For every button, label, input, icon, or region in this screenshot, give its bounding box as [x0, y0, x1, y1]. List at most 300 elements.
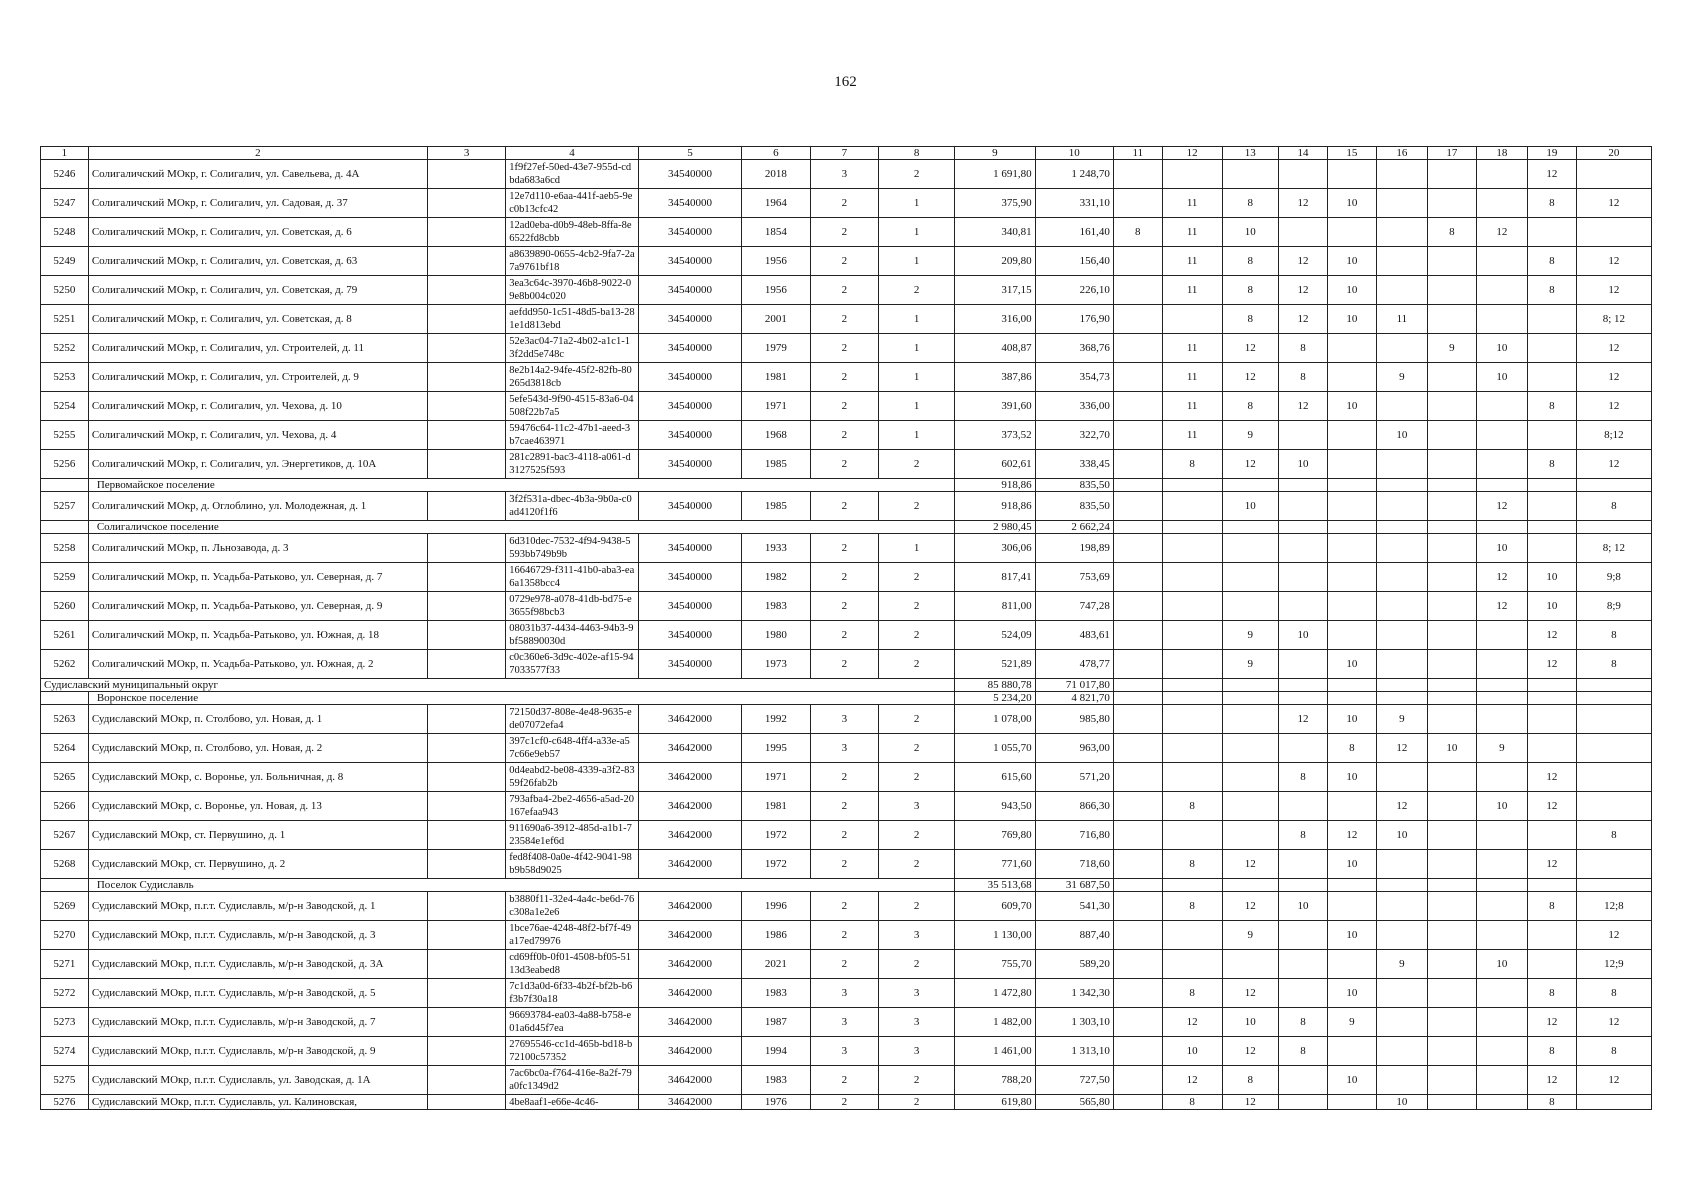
- table-cell: [1113, 821, 1162, 850]
- table-cell: 34540000: [638, 334, 741, 363]
- column-number-cell: 10: [1035, 147, 1113, 160]
- table-cell: [1279, 1066, 1328, 1095]
- table-cell: [1222, 160, 1279, 189]
- table-cell: 8: [1527, 979, 1576, 1008]
- table-cell: 10: [1476, 334, 1527, 363]
- table-cell: [1279, 160, 1328, 189]
- table-cell: 5273: [41, 1008, 89, 1037]
- table-cell: 8: [1222, 392, 1279, 421]
- table-row: [41, 563, 1652, 592]
- table-cell: [1427, 1037, 1476, 1066]
- table-cell: 1: [879, 247, 955, 276]
- table-cell: 5250: [41, 276, 89, 305]
- table-cell: [1576, 763, 1651, 792]
- table-cell: 8: [1527, 1095, 1576, 1110]
- table-cell: [1376, 592, 1427, 621]
- table-cell: 1 482,00: [955, 1008, 1035, 1037]
- table-cell: [1376, 189, 1427, 218]
- table-cell: 2: [810, 492, 878, 521]
- table-cell: [1279, 521, 1328, 534]
- table-cell: 34540000: [638, 621, 741, 650]
- table-cell: [1476, 621, 1527, 650]
- table-cell: 1973: [742, 650, 810, 679]
- table-cell: 1 691,80: [955, 160, 1035, 189]
- table-cell: 887,40: [1035, 921, 1113, 950]
- table-cell: [1162, 621, 1222, 650]
- table-cell: [1427, 160, 1476, 189]
- column-number-cell: 2: [88, 147, 427, 160]
- table-cell: [427, 450, 505, 479]
- table-cell: 12: [1279, 392, 1328, 421]
- table-cell: [1476, 850, 1527, 879]
- table-cell: 1 461,00: [955, 1037, 1035, 1066]
- table-cell: [1162, 521, 1222, 534]
- table-cell: 9;8: [1576, 563, 1651, 592]
- table-cell: [427, 705, 505, 734]
- group-total-cell: 71 017,80: [1035, 679, 1113, 692]
- group-subtotal-row: [41, 679, 1652, 692]
- table-cell: [41, 521, 89, 534]
- table-row: [41, 1095, 1652, 1110]
- table-cell: 2: [810, 592, 878, 621]
- table-cell: 12: [1279, 705, 1328, 734]
- table-cell: 609,70: [955, 892, 1035, 921]
- table-cell: 8: [1162, 892, 1222, 921]
- table-cell: 1f9f27ef-50ed-43e7-955d-cdbda683a6cd: [506, 160, 639, 189]
- table-cell: 619,80: [955, 1095, 1035, 1110]
- table-cell: [1376, 563, 1427, 592]
- table-cell: [1376, 1066, 1427, 1095]
- table-cell: 34540000: [638, 363, 741, 392]
- table-cell: 322,70: [1035, 421, 1113, 450]
- table-cell: [1113, 563, 1162, 592]
- table-cell: [1113, 1008, 1162, 1037]
- table-cell: 317,15: [955, 276, 1035, 305]
- table-row: [41, 1008, 1652, 1037]
- column-number-cell: 20: [1576, 147, 1651, 160]
- table-cell: [427, 563, 505, 592]
- table-cell: [1162, 763, 1222, 792]
- table-cell: 10: [1327, 763, 1376, 792]
- table-cell: [1113, 450, 1162, 479]
- table-cell: 10: [1476, 792, 1527, 821]
- table-cell: 34642000: [638, 1095, 741, 1110]
- table-cell: [1476, 479, 1527, 492]
- table-cell: 12: [1576, 276, 1651, 305]
- table-cell: 12ad0eba-d0b9-48eb-8ffa-8e6522fd8cbb: [506, 218, 639, 247]
- table-cell: 811,00: [955, 592, 1035, 621]
- table-cell: 12: [1376, 792, 1427, 821]
- table-cell: [1279, 1095, 1328, 1110]
- table-cell: [1376, 892, 1427, 921]
- table-cell: [41, 879, 89, 892]
- table-cell: 27695546-cc1d-465b-bd18-b72100c57352: [506, 1037, 639, 1066]
- table-row: [41, 334, 1652, 363]
- table-cell: [1113, 921, 1162, 950]
- group-subtotal-row: [41, 879, 1652, 892]
- table-cell: 1987: [742, 1008, 810, 1037]
- table-cell: [1279, 479, 1328, 492]
- table-cell: [1476, 160, 1527, 189]
- table-cell: 918,86: [955, 492, 1035, 521]
- table-cell: [1113, 621, 1162, 650]
- table-cell: [427, 334, 505, 363]
- table-cell: [1476, 763, 1527, 792]
- table-cell: 483,61: [1035, 621, 1113, 650]
- table-cell: [1427, 921, 1476, 950]
- table-cell: [1113, 363, 1162, 392]
- table-row: [41, 534, 1652, 563]
- table-cell: 10: [1162, 1037, 1222, 1066]
- table-cell: 8: [1222, 305, 1279, 334]
- table-cell: 12: [1222, 979, 1279, 1008]
- table-cell: Судиславский МОкр, п.г.т. Судиславль, м/р-н Заводской, д. 3: [88, 921, 427, 950]
- table-cell: 3: [810, 734, 878, 763]
- table-cell: 34540000: [638, 305, 741, 334]
- table-cell: 12: [1162, 1008, 1222, 1037]
- table-cell: 2: [879, 850, 955, 879]
- table-cell: [1527, 879, 1576, 892]
- table-cell: [1327, 1037, 1376, 1066]
- table-cell: [1113, 1066, 1162, 1095]
- table-row: [41, 421, 1652, 450]
- table-cell: [1113, 650, 1162, 679]
- table-cell: [1279, 492, 1328, 521]
- table-cell: 8: [1279, 363, 1328, 392]
- table-cell: [1376, 247, 1427, 276]
- table-cell: [1476, 679, 1527, 692]
- table-cell: 1972: [742, 821, 810, 850]
- table-cell: [1576, 1095, 1651, 1110]
- table-cell: 0729e978-a078-41db-bd75-e3655f98bcb3: [506, 592, 639, 621]
- table-cell: Солигаличский МОкр, д. Оглоблино, ул. Молодежная, д. 1: [88, 492, 427, 521]
- table-cell: cd69ff0b-0f01-4508-bf05-5113d3eabed8: [506, 950, 639, 979]
- table-cell: 10: [1327, 392, 1376, 421]
- table-cell: 2: [879, 650, 955, 679]
- table-cell: [1427, 247, 1476, 276]
- table-cell: [1327, 334, 1376, 363]
- table-cell: 34642000: [638, 1008, 741, 1037]
- table-cell: 9: [1376, 950, 1427, 979]
- table-cell: [1427, 1066, 1476, 1095]
- table-cell: 565,80: [1035, 1095, 1113, 1110]
- table-cell: 5263: [41, 705, 89, 734]
- table-cell: 16646729-f311-41b0-aba3-ea6a1358bcc4: [506, 563, 639, 592]
- table-cell: [1222, 592, 1279, 621]
- table-cell: 911690a6-3912-485d-a1b1-723584e1ef6d: [506, 821, 639, 850]
- table-cell: 8; 12: [1576, 305, 1651, 334]
- table-cell: [427, 821, 505, 850]
- table-cell: 12e7d110-e6aa-441f-aeb5-9ec0b13cfc42: [506, 189, 639, 218]
- table-cell: 156,40: [1035, 247, 1113, 276]
- table-cell: 985,80: [1035, 705, 1113, 734]
- table-cell: [427, 534, 505, 563]
- table-cell: [1427, 392, 1476, 421]
- table-cell: 2: [879, 621, 955, 650]
- table-cell: 727,50: [1035, 1066, 1113, 1095]
- table-cell: [1162, 734, 1222, 763]
- table-cell: 12: [1527, 1066, 1576, 1095]
- table-row: [41, 1066, 1652, 1095]
- table-cell: [1527, 492, 1576, 521]
- table-cell: 8: [1279, 763, 1328, 792]
- table-cell: [1327, 950, 1376, 979]
- table-cell: [1376, 450, 1427, 479]
- table-cell: 769,80: [955, 821, 1035, 850]
- table-cell: 1985: [742, 450, 810, 479]
- table-cell: 2: [810, 763, 878, 792]
- table-cell: [1427, 592, 1476, 621]
- column-number-cell: 6: [742, 147, 810, 160]
- table-cell: [1427, 563, 1476, 592]
- table-cell: 8: [1576, 492, 1651, 521]
- table-cell: [1427, 363, 1476, 392]
- table-cell: 12: [1576, 921, 1651, 950]
- table-cell: 2: [810, 305, 878, 334]
- table-cell: [1476, 921, 1527, 950]
- table-cell: 3: [879, 1008, 955, 1037]
- table-cell: 10: [1427, 734, 1476, 763]
- table-cell: 6d310dec-7532-4f94-9438-5593bb749b9b: [506, 534, 639, 563]
- table-cell: 3: [810, 705, 878, 734]
- table-cell: 11: [1162, 276, 1222, 305]
- table-cell: [1427, 692, 1476, 705]
- table-cell: 1986: [742, 921, 810, 950]
- table-cell: [1376, 650, 1427, 679]
- column-number-cell: 11: [1113, 147, 1162, 160]
- table-cell: [1427, 879, 1476, 892]
- table-cell: [1476, 1008, 1527, 1037]
- table-cell: 12: [1576, 189, 1651, 218]
- table-cell: 12: [1222, 450, 1279, 479]
- table-cell: [1527, 679, 1576, 692]
- table-cell: 5266: [41, 792, 89, 821]
- table-cell: Судиславский МОкр, п.г.т. Судиславль, ул. Заводская, д. 1А: [88, 1066, 427, 1095]
- table-cell: 835,50: [1035, 492, 1113, 521]
- table-cell: 10: [1476, 534, 1527, 563]
- table-cell: b3880f11-32e4-4a4c-be6d-76c308a1e2e6: [506, 892, 639, 921]
- table-cell: Солигаличский МОкр, г. Солигалич, ул. Советская, д. 8: [88, 305, 427, 334]
- table-cell: 2: [810, 921, 878, 950]
- table-cell: 1 313,10: [1035, 1037, 1113, 1066]
- table-cell: [1376, 763, 1427, 792]
- table-cell: [1113, 734, 1162, 763]
- table-cell: 2: [810, 1066, 878, 1095]
- table-cell: 1995: [742, 734, 810, 763]
- table-cell: 12: [1527, 650, 1576, 679]
- table-cell: [1222, 734, 1279, 763]
- table-cell: [1327, 521, 1376, 534]
- table-row: [41, 160, 1652, 189]
- table-cell: [1162, 305, 1222, 334]
- table-cell: [1476, 879, 1527, 892]
- table-cell: [427, 189, 505, 218]
- table-cell: [1279, 692, 1328, 705]
- table-cell: 8: [1527, 189, 1576, 218]
- table-cell: 2018: [742, 160, 810, 189]
- table-cell: [1279, 421, 1328, 450]
- table-cell: Судиславский МОкр, п.г.т. Судиславль, м/р-н Заводской, д. 1: [88, 892, 427, 921]
- table-cell: 8: [1113, 218, 1162, 247]
- table-cell: 11: [1162, 247, 1222, 276]
- table-cell: 34540000: [638, 563, 741, 592]
- table-cell: 34540000: [638, 218, 741, 247]
- table-cell: [1113, 950, 1162, 979]
- table-cell: 524,09: [955, 621, 1035, 650]
- table-cell: [1113, 479, 1162, 492]
- table-cell: [1113, 421, 1162, 450]
- table-cell: [1113, 521, 1162, 534]
- table-cell: 397c1cf0-c648-4ff4-a33e-a57c66e9eb57: [506, 734, 639, 763]
- table-cell: Солигаличский МОкр, г. Солигалич, ул. Советская, д. 6: [88, 218, 427, 247]
- table-cell: 8: [1162, 450, 1222, 479]
- table-cell: 2: [810, 363, 878, 392]
- table-cell: [1327, 1095, 1376, 1110]
- table-cell: 9: [1222, 621, 1279, 650]
- table-cell: 34540000: [638, 492, 741, 521]
- table-cell: 10: [1527, 563, 1576, 592]
- table-cell: Судиславский МОкр, п.г.т. Судиславль, м/р-н Заводской, д. 7: [88, 1008, 427, 1037]
- table-cell: Солигаличский МОкр, г. Солигалич, ул. Строителей, д. 11: [88, 334, 427, 363]
- table-cell: [1476, 421, 1527, 450]
- table-cell: 52e3ac04-71a2-4b02-a1c1-13f2dd5e748c: [506, 334, 639, 363]
- table-cell: 1854: [742, 218, 810, 247]
- table-cell: 8: [1162, 979, 1222, 1008]
- group-label: Солигаличское поселение: [88, 521, 954, 534]
- table-cell: 12: [1476, 218, 1527, 247]
- table-cell: 34540000: [638, 392, 741, 421]
- table-cell: [1476, 305, 1527, 334]
- table-cell: [1162, 821, 1222, 850]
- page-number: 162: [834, 74, 857, 90]
- table-cell: [1113, 334, 1162, 363]
- table-cell: 8: [1162, 1095, 1222, 1110]
- table-cell: 2: [810, 563, 878, 592]
- table-cell: [1527, 692, 1576, 705]
- table-cell: [1576, 792, 1651, 821]
- group-total-cell: 835,50: [1035, 479, 1113, 492]
- table-cell: 2: [810, 276, 878, 305]
- table-cell: 10: [1327, 705, 1376, 734]
- table-cell: 1: [879, 334, 955, 363]
- table-cell: 8: [1527, 247, 1576, 276]
- table-cell: 2: [810, 450, 878, 479]
- table-cell: [1279, 679, 1328, 692]
- table-cell: [427, 392, 505, 421]
- column-number-cell: 18: [1476, 147, 1527, 160]
- table-cell: 2: [879, 734, 955, 763]
- table-cell: [1113, 692, 1162, 705]
- table-cell: 12: [1527, 1008, 1576, 1037]
- table-cell: Солигаличский МОкр, г. Солигалич, ул. Энергетиков, д. 10А: [88, 450, 427, 479]
- table-cell: [1527, 334, 1576, 363]
- table-row: [41, 650, 1652, 679]
- table-cell: 1981: [742, 363, 810, 392]
- table-cell: 2: [810, 821, 878, 850]
- column-number-cell: 4: [506, 147, 639, 160]
- table-cell: [1113, 705, 1162, 734]
- table-cell: 306,06: [955, 534, 1035, 563]
- table-cell: 226,10: [1035, 276, 1113, 305]
- table-cell: [1222, 534, 1279, 563]
- table-cell: Судиславский МОкр, ст. Первушино, д. 2: [88, 850, 427, 879]
- table-cell: 10: [1222, 492, 1279, 521]
- table-cell: [1279, 950, 1328, 979]
- table-cell: 12: [1279, 247, 1328, 276]
- table-cell: 8: [1527, 450, 1576, 479]
- table-cell: 2: [879, 160, 955, 189]
- table-cell: [1576, 692, 1651, 705]
- table-cell: 3: [879, 792, 955, 821]
- table-cell: 12: [1476, 592, 1527, 621]
- table-row: [41, 734, 1652, 763]
- table-cell: [1222, 479, 1279, 492]
- table-cell: [1427, 1095, 1476, 1110]
- table-cell: 387,86: [955, 363, 1035, 392]
- table-cell: 1 342,30: [1035, 979, 1113, 1008]
- table-cell: 571,20: [1035, 763, 1113, 792]
- table-cell: Солигаличский МОкр, г. Солигалич, ул. Строителей, д. 9: [88, 363, 427, 392]
- table-cell: [427, 592, 505, 621]
- table-cell: 5256: [41, 450, 89, 479]
- table-cell: [1222, 821, 1279, 850]
- table-cell: 8: [1527, 1037, 1576, 1066]
- table-cell: 9: [1427, 334, 1476, 363]
- table-cell: [427, 921, 505, 950]
- table-cell: 1976: [742, 1095, 810, 1110]
- table-cell: [1162, 160, 1222, 189]
- table-cell: 9: [1376, 363, 1427, 392]
- table-cell: 10: [1376, 1095, 1427, 1110]
- column-number-cell: 15: [1327, 147, 1376, 160]
- table-cell: 1 303,10: [1035, 1008, 1113, 1037]
- table-cell: 10: [1327, 247, 1376, 276]
- table-cell: 1983: [742, 979, 810, 1008]
- group-total-cell: 918,86: [955, 479, 1035, 492]
- table-cell: 8: [1527, 276, 1576, 305]
- table-cell: 1972: [742, 850, 810, 879]
- table-cell: [1113, 492, 1162, 521]
- group-subtotal-row: [41, 521, 1652, 534]
- table-cell: 336,00: [1035, 392, 1113, 421]
- group-label: Судиславский муниципальный округ: [41, 679, 955, 692]
- column-number-cell: 7: [810, 147, 878, 160]
- table-cell: 2: [879, 950, 955, 979]
- table-cell: Солигаличский МОкр, г. Солигалич, ул. Садовая, д. 37: [88, 189, 427, 218]
- table-row: [41, 763, 1652, 792]
- table-cell: 5274: [41, 1037, 89, 1066]
- table-cell: [1113, 305, 1162, 334]
- table-cell: 34642000: [638, 1037, 741, 1066]
- table-cell: 12: [1476, 492, 1527, 521]
- table-cell: 1 078,00: [955, 705, 1035, 734]
- table-cell: 12;9: [1576, 950, 1651, 979]
- table-cell: 1980: [742, 621, 810, 650]
- column-number-cell: 9: [955, 147, 1035, 160]
- table-cell: Солигаличский МОкр, п. Усадьба-Ратьково, ул. Южная, д. 18: [88, 621, 427, 650]
- table-cell: 10: [1376, 821, 1427, 850]
- table-cell: 5258: [41, 534, 89, 563]
- table-cell: 331,10: [1035, 189, 1113, 218]
- table-cell: 34642000: [638, 734, 741, 763]
- table-cell: [1476, 450, 1527, 479]
- table-cell: 34540000: [638, 534, 741, 563]
- table-cell: 2: [879, 563, 955, 592]
- table-cell: 10: [1327, 305, 1376, 334]
- table-cell: [1527, 921, 1576, 950]
- table-cell: 12: [1279, 189, 1328, 218]
- table-cell: [1527, 421, 1576, 450]
